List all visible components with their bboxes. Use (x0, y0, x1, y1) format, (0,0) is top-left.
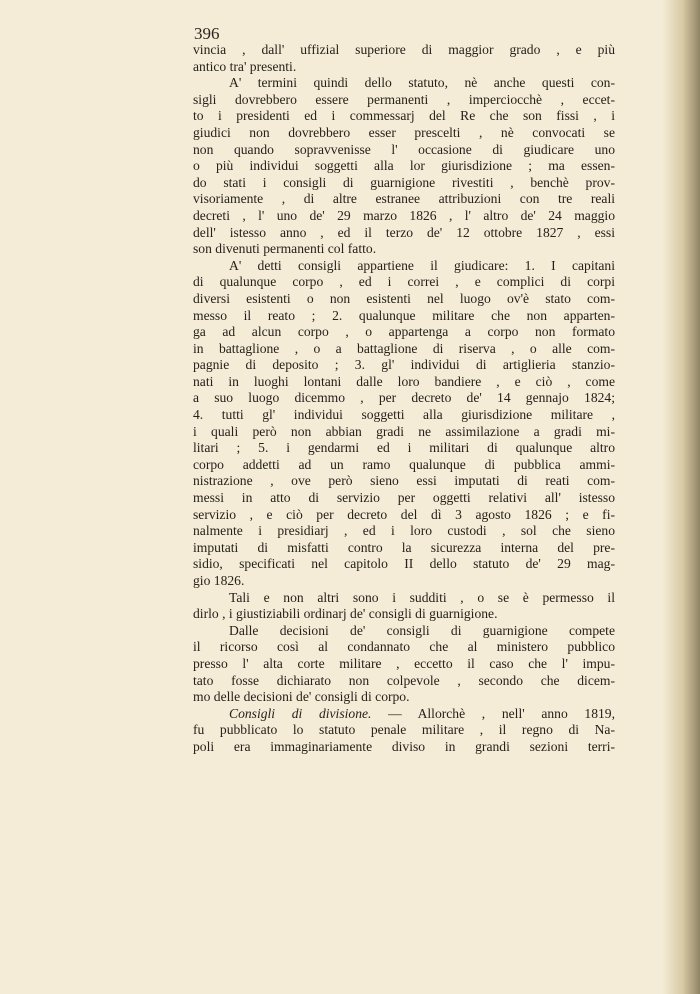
text-line: poli era immaginariamente diviso in grandi sezioni terri- (193, 738, 615, 754)
text-line-content: — Allorchè , nell' anno 1819, (371, 705, 615, 721)
text-line: nati in luoghi lontani dalle loro bandiere , e ciò , come (193, 373, 615, 389)
text-line: son divenuti permanenti col fatto. (193, 241, 377, 257)
text-line (193, 706, 615, 723)
text-line: ga ad alcun corpo , o appartenga a corpo non formato (193, 324, 615, 340)
text-line: do stati i consigli di guarnigione rivestiti , benchè prov- (193, 174, 615, 190)
text-line: imputati di misfatti contro la sicurezza interna del pre- (193, 539, 615, 555)
gutter-shadow (662, 0, 700, 994)
section-heading: Consigli di divisione. (229, 705, 372, 721)
text-line: servizio , e ciò per decreto del dì 3 agosto 1826 ; e fi- (193, 506, 615, 522)
text-line: dell' istesso anno , ed il terzo de' 12 ottobre 1827 , essi (193, 224, 615, 240)
text-line: Tali e non altri sono i sudditi , o se è permesso il (229, 589, 615, 605)
body-text (193, 42, 615, 756)
text-line: A' detti consigli appartiene il giudicare: 1. I capitani (229, 257, 615, 273)
text-line: tato fosse dichiarato non colpevole , secondo che dicem- (193, 672, 615, 688)
text-line: messi in atto di servizio per oggetti relativi all' istesso (193, 490, 615, 506)
text-line: messo il reato ; 2. qualunque militare che non apparten- (193, 307, 615, 323)
text-line: i quali però non abbian gradi ne assimilazione a gradi mi- (193, 423, 615, 439)
text-line: sidio, specificati nel capitolo II dello statuto de' 29 mag- (193, 556, 615, 572)
text-line: nalmente i presidiarj , ed i loro custodi , sol che sieno (193, 523, 615, 539)
text-line: fu pubblicato lo statuto penale militare , il regno di Na- (193, 722, 615, 738)
text-line: non quando sopravvenisse l' occasione di giudicare uno (193, 141, 615, 157)
text-line: decreti , l' uno de' 29 marzo 1826 , l' altro de' 24 maggio (193, 207, 615, 223)
text-line: mo delle decisioni de' consigli di corpo. (193, 689, 410, 705)
page-number: 396 (194, 24, 220, 43)
text-line: giudici non dovrebbero esser prescelti , nè convocati se (193, 124, 615, 140)
text-line: vincia , dall' uffizial superiore di maggior grado , e più (193, 42, 615, 57)
text-line: presso l' alta corte militare , eccetto il caso che l' impu- (193, 655, 615, 671)
text-line: in battaglione , o a battaglione di riserva , o alle com- (193, 340, 615, 356)
text-line: to i presidenti ed i commessarj del Re che son fissi , i (193, 108, 615, 124)
text-line: antico tra' presenti. (193, 58, 297, 74)
text-line: il ricorso così al condannato che al ministero pubblico (193, 639, 615, 655)
text-line: A' termini quindi dello statuto, nè anche questi con- (229, 75, 615, 91)
text-line: 4. tutti gl' individui soggetti alla giurisdizione militare , (193, 407, 615, 423)
text-line: gio 1826. (193, 573, 245, 588)
text-line: litari ; 5. i gendarmi ed i militari di qualunque altro (193, 440, 615, 456)
text-line: diversi esistenti o non esistenti nel luogo ov'è stato com- (193, 290, 615, 306)
text-line: di qualunque corpo , ed i correi , e complici di corpi (193, 274, 615, 290)
text-line: nistrazione , ove però sieno essi imputati di reati com- (193, 473, 615, 489)
text-line: dirlo , i giustiziabili ordinarj de' consigli di guarnigione. (193, 606, 498, 622)
text-line: corpo addetti ad un ramo qualunque di pubblica ammi- (193, 456, 615, 472)
text-line: a suo luogo dicemmo , per decreto de' 14 gennajo 1824; (193, 390, 615, 406)
text-line: visoriamente , di altre estranee attribuzioni con tre reali (193, 191, 615, 207)
text-line: pagnie di deposito ; 3. gl' individui di artiglieria stanzio- (193, 357, 615, 373)
text-line: Dalle decisioni de' consigli di guarnigione compete (229, 622, 615, 638)
text-line: sigli dovrebbero essere permanenti , imperciocchè , eccet- (193, 91, 615, 107)
text-line: o più individui soggetti alla lor giurisdizione ; ma essen- (193, 158, 615, 174)
